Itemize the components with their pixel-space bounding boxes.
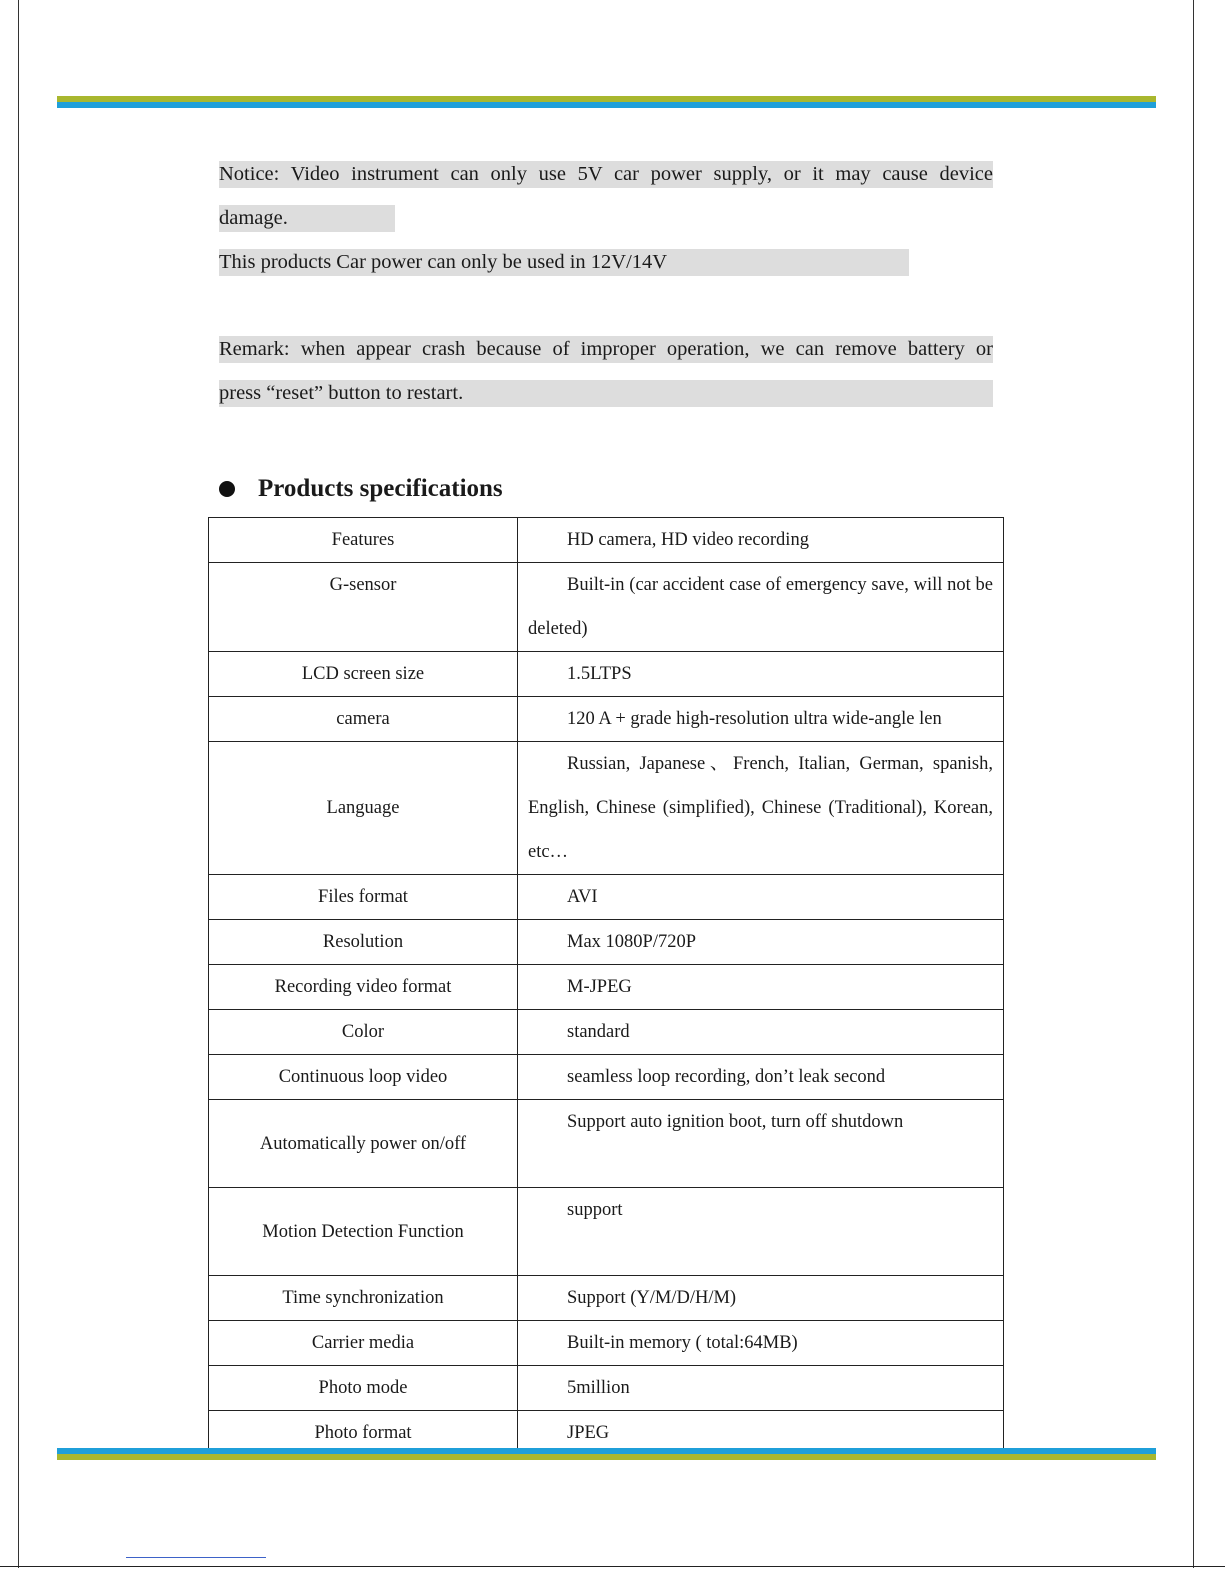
spec-value-cell	[518, 697, 1004, 742]
spec-value: 1.5LTPS	[567, 664, 632, 684]
spec-label-cell	[209, 697, 518, 742]
spec-label: Resolution	[322, 932, 404, 952]
remark-line-1-block	[219, 336, 993, 363]
spec-label-cell	[209, 563, 518, 652]
spec-label: Features	[331, 530, 395, 550]
spec-label: Language	[326, 798, 400, 818]
spec-label: Carrier media	[311, 1333, 415, 1353]
notice-line-2-block	[219, 205, 395, 232]
spec-value-cell	[518, 1100, 1004, 1188]
spec-label: Photo format	[314, 1423, 412, 1443]
spec-value-cell	[518, 742, 1004, 875]
spec-value: AVI	[567, 887, 598, 907]
spec-value-cell	[518, 1055, 1004, 1100]
page-border-left	[18, 0, 19, 1568]
spec-value: Max 1080P/720P	[567, 932, 697, 952]
spec-value-cell	[518, 875, 1004, 920]
spec-value: Built-in (car accident case of emergency save, will not be deleted)	[528, 575, 993, 639]
notice-line-2: damage.	[219, 205, 395, 232]
page-border-bottom	[0, 1566, 1225, 1567]
spec-row	[209, 1100, 1004, 1188]
spec-row	[209, 518, 1004, 563]
notice-line-1: Notice: Video instrument can only use 5V car power supply, or it may cause device	[219, 161, 993, 188]
bullet-icon	[219, 481, 235, 497]
spec-row	[209, 920, 1004, 965]
spec-label: Photo mode	[318, 1378, 408, 1398]
spec-row	[209, 742, 1004, 875]
remark-line-2: press “reset” button to restart.	[219, 380, 993, 407]
spec-label: Time synchronization	[282, 1288, 444, 1308]
spec-value: 5million	[567, 1378, 630, 1398]
spec-label-cell	[209, 920, 518, 965]
spec-row	[209, 1321, 1004, 1366]
notice-line-3-block	[219, 249, 909, 276]
spec-value: HD camera, HD video recording	[567, 530, 809, 550]
spec-value: JPEG	[567, 1423, 610, 1443]
section-title: Products specifications	[258, 475, 503, 502]
spec-row	[209, 697, 1004, 742]
notice-line-3: This products Car power can only be used in 12V/14V	[219, 249, 909, 276]
spec-value: standard	[567, 1022, 630, 1042]
spec-value-cell	[518, 652, 1004, 697]
spec-value-cell	[518, 920, 1004, 965]
spec-row	[209, 965, 1004, 1010]
spec-label: Color	[341, 1022, 385, 1042]
spec-row	[209, 875, 1004, 920]
spec-label-cell	[209, 965, 518, 1010]
spec-label: LCD screen size	[301, 664, 425, 684]
spec-value: Support auto ignition boot, turn off shutdown	[567, 1112, 904, 1132]
spec-value: 120 A + grade high-resolution ultra wide-angle len	[567, 709, 942, 729]
spec-label-cell	[209, 1321, 518, 1366]
header-band-blue	[57, 102, 1156, 108]
spec-row	[209, 1010, 1004, 1055]
spec-row	[209, 1188, 1004, 1276]
spec-label: camera	[336, 709, 390, 729]
spec-label-cell	[209, 1010, 518, 1055]
spec-label: Automatically power on/off	[259, 1133, 467, 1154]
spec-label-cell	[209, 1100, 518, 1188]
spec-label: Recording video format	[274, 977, 452, 997]
spec-value-cell	[518, 1321, 1004, 1366]
spec-label-cell	[209, 1276, 518, 1321]
remark-line-2-block	[219, 380, 993, 407]
spec-value-cell	[518, 1276, 1004, 1321]
spec-value-cell	[518, 1188, 1004, 1276]
notice-line-1-block	[219, 161, 993, 188]
spec-label: G-sensor	[329, 575, 397, 595]
spec-label-cell	[209, 1188, 518, 1276]
spec-label-cell	[209, 742, 518, 875]
spec-value: Support (Y/M/D/H/M)	[567, 1288, 737, 1308]
footer-band-green	[57, 1454, 1156, 1460]
page-border-right	[1193, 0, 1194, 1568]
spec-value: M-JPEG	[567, 977, 632, 997]
footer-link-underline[interactable]	[126, 1557, 266, 1558]
spec-row	[209, 563, 1004, 652]
section-heading	[219, 474, 503, 504]
spec-value: Russian, Japanese、French, Italian, German, spanish, English, Chinese (simplified), Chinese (Traditional), Korean, etc…	[528, 754, 993, 862]
spec-value: support	[567, 1200, 623, 1220]
spec-label-cell	[209, 518, 518, 563]
spec-label-cell	[209, 875, 518, 920]
spec-label: Motion Detection Function	[262, 1221, 464, 1242]
spec-label: Continuous loop video	[278, 1067, 448, 1087]
spec-label-cell	[209, 652, 518, 697]
spec-row	[209, 1276, 1004, 1321]
spec-row	[209, 1366, 1004, 1411]
spec-value: seamless loop recording, don’t leak second	[567, 1067, 886, 1087]
spec-value-cell	[518, 1366, 1004, 1411]
remark-line-1: Remark: when appear crash because of improper operation, we can remove battery or	[219, 336, 993, 363]
spec-value-cell	[518, 518, 1004, 563]
spec-value-cell	[518, 965, 1004, 1010]
spec-label-cell	[209, 1055, 518, 1100]
spec-value: Built-in memory ( total:64MB)	[567, 1333, 798, 1353]
spec-row	[209, 652, 1004, 697]
spec-row	[209, 1055, 1004, 1100]
spec-value-cell	[518, 1010, 1004, 1055]
spec-value-cell	[518, 563, 1004, 652]
spec-label: Files format	[318, 887, 408, 907]
spec-label-cell	[209, 1366, 518, 1411]
spec-table	[208, 517, 1004, 1456]
